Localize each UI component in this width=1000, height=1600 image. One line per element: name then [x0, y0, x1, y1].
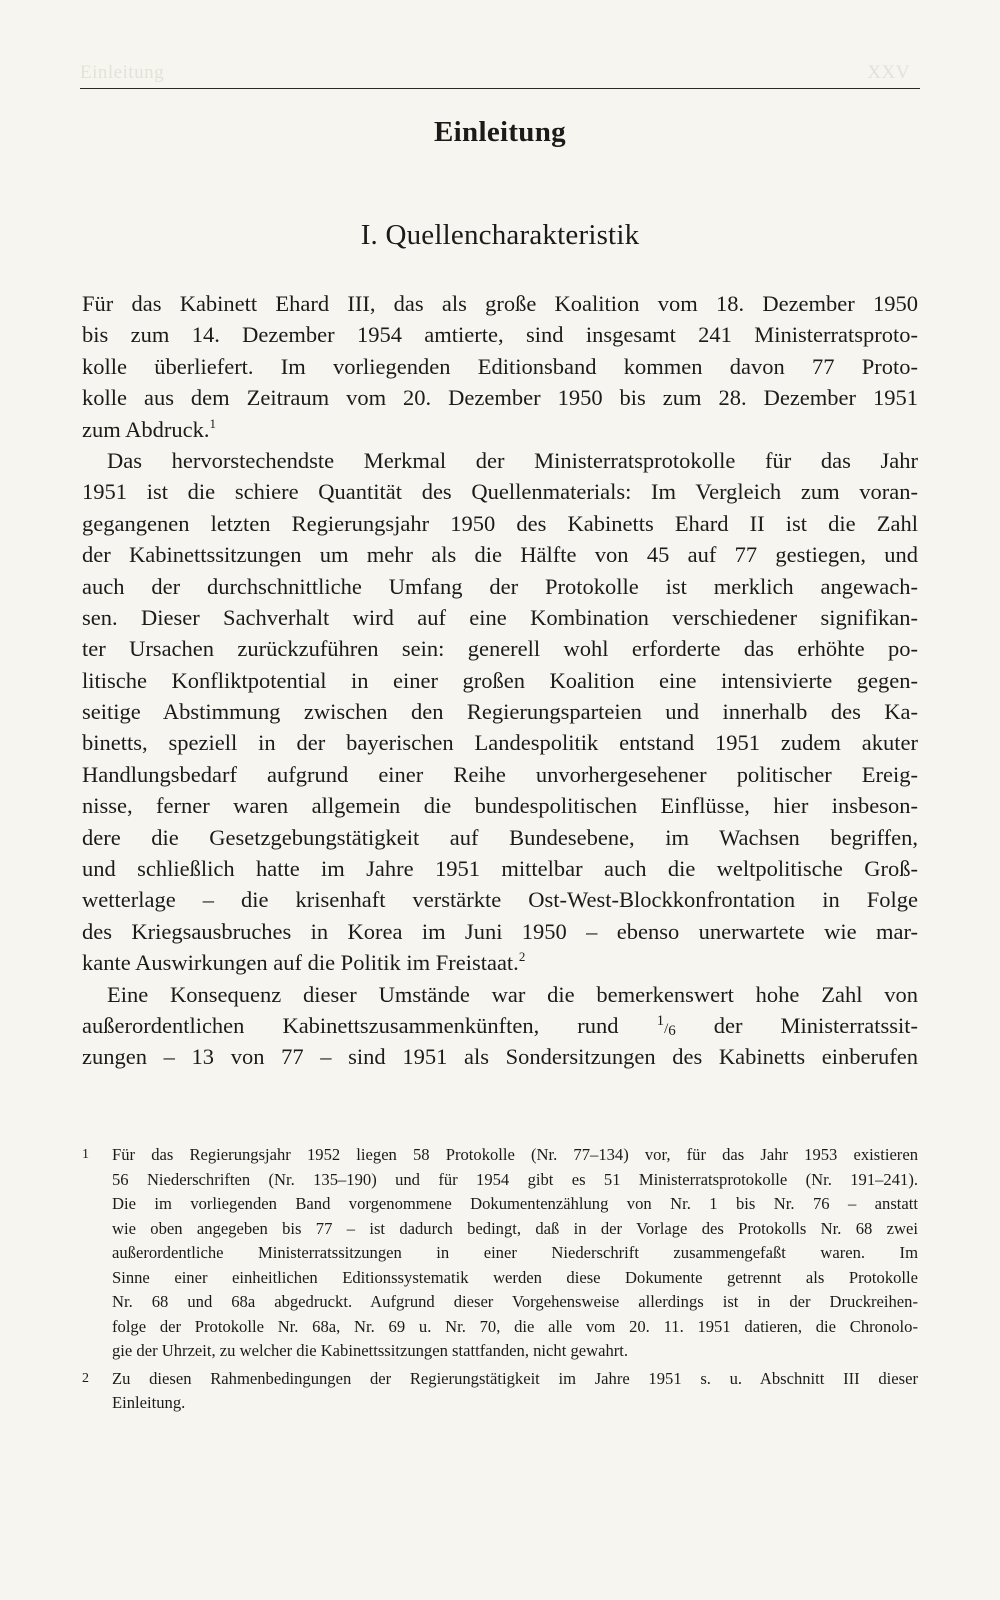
footnote-marker: 1: [82, 1147, 89, 1162]
running-head: [80, 62, 920, 86]
footnote-reference-1: 1: [209, 415, 216, 431]
text-line: binetts, speziell in der bayerischen Landespolitik entstand 1951 zudem akuter: [82, 730, 918, 756]
text-line: seitige Abstimmung zwischen den Regierungsparteien und innerhalb des Ka-: [82, 699, 918, 725]
footnote-line: Sinne einer einheitlichen Editionssystematik werden diese Dokumente getrennt als Protokolle: [112, 1267, 918, 1287]
footnote-line: Einleitung.: [112, 1393, 186, 1412]
text-line: bis zum 14. Dezember 1954 amtierte, sind insgesamt 241 Ministerratsproto-: [82, 322, 918, 348]
footnote-line: Nr. 68 und 68a abgedruckt. Aufgrund dieser Vorgehensweise allerdings ist in der Druckreihen-: [112, 1292, 918, 1311]
text-line: auch der durchschnittliche Umfang der Protokolle ist merklich angewach-: [82, 573, 918, 599]
text-fragment: zum Abdruck.: [82, 416, 210, 442]
text-line: ter Ursachen zurückzuführen sein: generell wohl erforderte das erhöhte po-: [82, 636, 918, 662]
text-line: Handlungsbedarf aufgrund einer Reihe unvorhergesehener politischer Ereig-: [82, 761, 918, 787]
fraction-numerator: 1: [656, 1012, 665, 1029]
text-line: kolle überliefert. Im vorliegenden Editionsband kommen davon 77 Proto-: [82, 353, 918, 379]
text-line: [82, 1010, 918, 1041]
text-line: Eine Konsequenz dieser Umstände war die bemerkenswert hohe Zahl von: [107, 981, 918, 1007]
text-line: Für das Kabinett Ehard III, das als große Koalition vom 18. Dezember 1950: [82, 291, 918, 316]
header-rule: [80, 88, 920, 89]
footnote-line: Die im vorliegenden Band vorgenommene Dokumentenzählung von Nr. 1 bis Nr. 76 – anstatt: [112, 1194, 918, 1213]
text-line: des Kriegsausbruches in Korea im Juni 1950 – ebenso unerwartete wie mar-: [82, 918, 918, 944]
section-title: I. Quellencharakteristik: [360, 219, 640, 251]
text-line: wetterlage – die krisenhaft verstärkte Ost-West-Blockkonfrontation in Folge: [82, 887, 918, 913]
text-line: nisse, ferner waren allgemein die bundespolitischen Einflüsse, hier insbeson-: [82, 793, 918, 819]
footnote-reference-2: 2: [518, 949, 526, 965]
text-line: [82, 414, 918, 445]
text-line: Das hervorstechendste Merkmal der Ministerratsprotokolle für das Jahr: [107, 447, 918, 473]
chapter-title: Einleitung: [434, 116, 566, 148]
fraction-slash: /: [664, 1020, 669, 1037]
footnotes: [82, 1143, 918, 1419]
text-line: sen. Dieser Sachverhalt wird auf eine Kombination verschiedener signifikan-: [82, 604, 918, 630]
text-line: der Kabinettssitzungen um mehr als die Hälfte von 45 auf 77 gestiegen, und: [82, 542, 918, 568]
fraction-one-sixth: [656, 1012, 676, 1039]
footnote-line: 56 Niederschriften (Nr. 135–190) und für 1954 gibt es 51 Ministerratsprotokolle (Nr. 191–241).: [112, 1169, 918, 1189]
footnote-line: Zu diesen Rahmenbedingungen der Regierungstätigkeit im Jahre 1951 s. u. Abschnitt III dieser: [112, 1368, 918, 1388]
body-text: [82, 288, 918, 1073]
running-head-title: Einleitung: [80, 62, 165, 83]
text-line: gegangenen letzten Regierungsjahr 1950 des Kabinetts Ehard II ist die Zahl: [82, 510, 918, 536]
text-fragment: kante Auswirkungen auf die Politik im Freistaat.: [82, 950, 519, 976]
page-number: XXV: [867, 62, 910, 83]
text-line: dere die Gesetzgebungstätigkeit auf Bundesebene, im Wachsen begriffen,: [82, 824, 918, 850]
footnote-line: folge der Protokolle Nr. 68a, Nr. 69 u. Nr. 70, die alle vom 20. 11. 1951 datieren, die Chronolo-: [112, 1316, 918, 1336]
text-fragment: außerordentlichen Kabinettszusammenkünften, rund: [82, 1012, 619, 1038]
text-line: [82, 947, 918, 978]
fraction-denominator: 6: [668, 1022, 676, 1039]
footnote-1: [82, 1143, 918, 1364]
footnote-line: außerordentliche Ministerratssitzungen in einer Niederschrift zusammengefaßt waren. Im: [112, 1243, 918, 1262]
text-line: litische Konfliktpotential in einer großen Koalition eine intensivierte gegen-: [82, 667, 918, 693]
text-fragment: der Ministerratssit-: [713, 1012, 919, 1038]
footnote-2: [82, 1367, 918, 1416]
footnote-line: gie der Uhrzeit, zu welcher die Kabinettssitzungen stattfanden, nicht gewahrt.: [112, 1341, 629, 1360]
text-line: zungen – 13 von 77 – sind 1951 als Sondersitzungen des Kabinetts einberufen: [82, 1044, 918, 1070]
footnote-marker: 2: [82, 1370, 89, 1386]
footnote-line: Für das Regierungsjahr 1952 liegen 58 Protokolle (Nr. 77–134) vor, für das Jahr 1953 existieren: [112, 1145, 918, 1164]
text-line: kolle aus dem Zeitraum vom 20. Dezember 1950 bis zum 28. Dezember 1951: [82, 385, 918, 411]
text-line: 1951 ist die schiere Quantität des Quellenmaterials: Im Vergleich zum voran-: [82, 479, 918, 505]
text-line: und schließlich hatte im Jahre 1951 mittelbar auch die weltpolitische Groß-: [82, 856, 918, 882]
footnote-line: wie oben angegeben bis 77 – ist dadurch bedingt, daß in der Vorlage des Protokolls Nr. 68 zwei: [112, 1218, 918, 1238]
